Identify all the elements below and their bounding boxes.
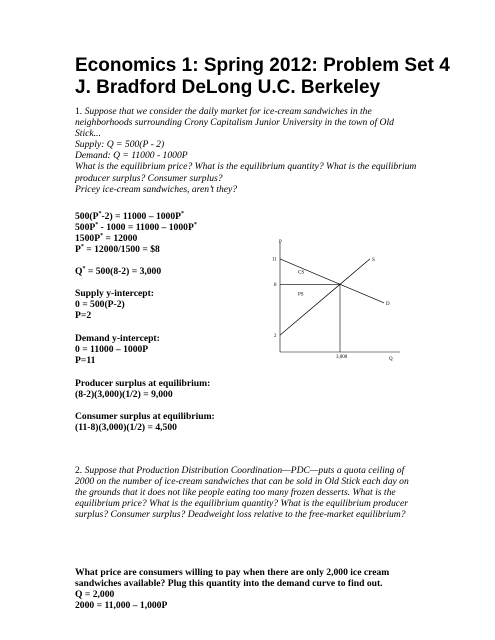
equation-line: 500(P*-2) = 11000 – 1000P*	[75, 210, 184, 222]
y-tick-label: 8	[274, 283, 277, 289]
q2-work-line: Q = 2,000	[75, 589, 115, 601]
equilibrium-quantity	[75, 266, 275, 277]
q2-work-line: What price are consumers willing to pay when there are only 2,000 ice cream	[75, 567, 390, 578]
supply-curve	[280, 259, 370, 335]
q1-demand-equation: Demand: Q = 11000 - 1000P	[75, 150, 188, 162]
producer-surplus-block: Producer surplus at equilibrium: (8-2)(3,000)(1/2) = 9,000	[75, 378, 211, 401]
question-2-solution	[75, 567, 470, 611]
y-axis-label: P	[279, 240, 282, 245]
equilibrium-solution	[75, 211, 275, 255]
y-tick-label: 11	[272, 257, 277, 263]
equation-line: 500P* - 1000 = 11000 – 1000P*	[75, 221, 197, 234]
x-tick-label: 3,000	[336, 355, 348, 360]
q2-line: the grounds that it does not like people eating too many frozen desserts. What is the	[75, 487, 396, 499]
q2-work-line: sandwiches available? Plug this quantity into the demand curve to find out.	[75, 578, 383, 590]
x-axis-label: Q	[389, 357, 393, 361]
question-2-prompt	[75, 465, 470, 520]
supply-intercept-block: Supply y-intercept: 0 = 500(P-2) P=2	[75, 288, 154, 322]
equation-line: P* = 12000/1500 = $8	[75, 244, 160, 256]
equation-line: 1500P* = 12000	[75, 233, 138, 245]
q2-work-line: 2000 = 11,000 – 1,000P	[75, 600, 168, 612]
supply-demand-chart	[270, 236, 405, 361]
q2-line: equilibrium price? What is the equilibrium quantity? What is the equilibrium producer	[75, 498, 408, 510]
consumer-surplus-block: Consumer surplus at equilibrium: (11-8)(3,000)(1/2) = 4,500	[75, 411, 215, 434]
title-line-2: J. Bradford DeLong U.C. Berkeley	[75, 77, 381, 98]
q1-supply-equation: Supply: Q = 500(P - 2)	[75, 139, 165, 151]
demand-curve-label: D	[386, 301, 390, 307]
demand-curve	[280, 259, 384, 303]
supply-curve-label: S	[372, 257, 375, 263]
question-1-prompt	[75, 106, 470, 195]
q2-line: surplus? Consumer surplus? Deadweight loss relative to the free-market equilibrium?	[75, 509, 406, 521]
q1-line: Stick...	[75, 128, 101, 140]
document-title	[75, 55, 475, 99]
y-tick-label: 2	[274, 333, 277, 339]
q1-line: producer surplus? Consumer surplus?	[75, 172, 223, 184]
title-line-1: Economics 1: Spring 2012: Problem Set 4	[75, 55, 450, 76]
q2-line: 2000 on the number of ice-cream sandwiches that can be sold in Old Stick each day on	[75, 476, 409, 488]
q1-line: 1. Suppose that we consider the daily market for ice-cream sandwiches in the	[75, 106, 372, 117]
demand-intercept-block: Demand y-intercept: 0 = 11000 – 1000P P=11	[75, 333, 160, 367]
q2-line: 2. Suppose that Production Distribution Coordination—PDC—puts a quota ceiling of	[75, 465, 405, 476]
equation-line: Q* = 500(8-2) = 3,000	[75, 265, 162, 277]
consumer-surplus-label: CS	[298, 270, 305, 276]
q1-line: neighborhoods surrounding Crony Capitalism Junior University in the town of Old	[75, 117, 394, 129]
q1-line: Pricey ice-cream sandwiches, aren’t they?	[75, 183, 238, 195]
q1-line: What is the equilibrium price? What is the equilibrium quantity? What is the equilibrium	[75, 161, 417, 173]
producer-surplus-label: PS	[298, 292, 304, 298]
